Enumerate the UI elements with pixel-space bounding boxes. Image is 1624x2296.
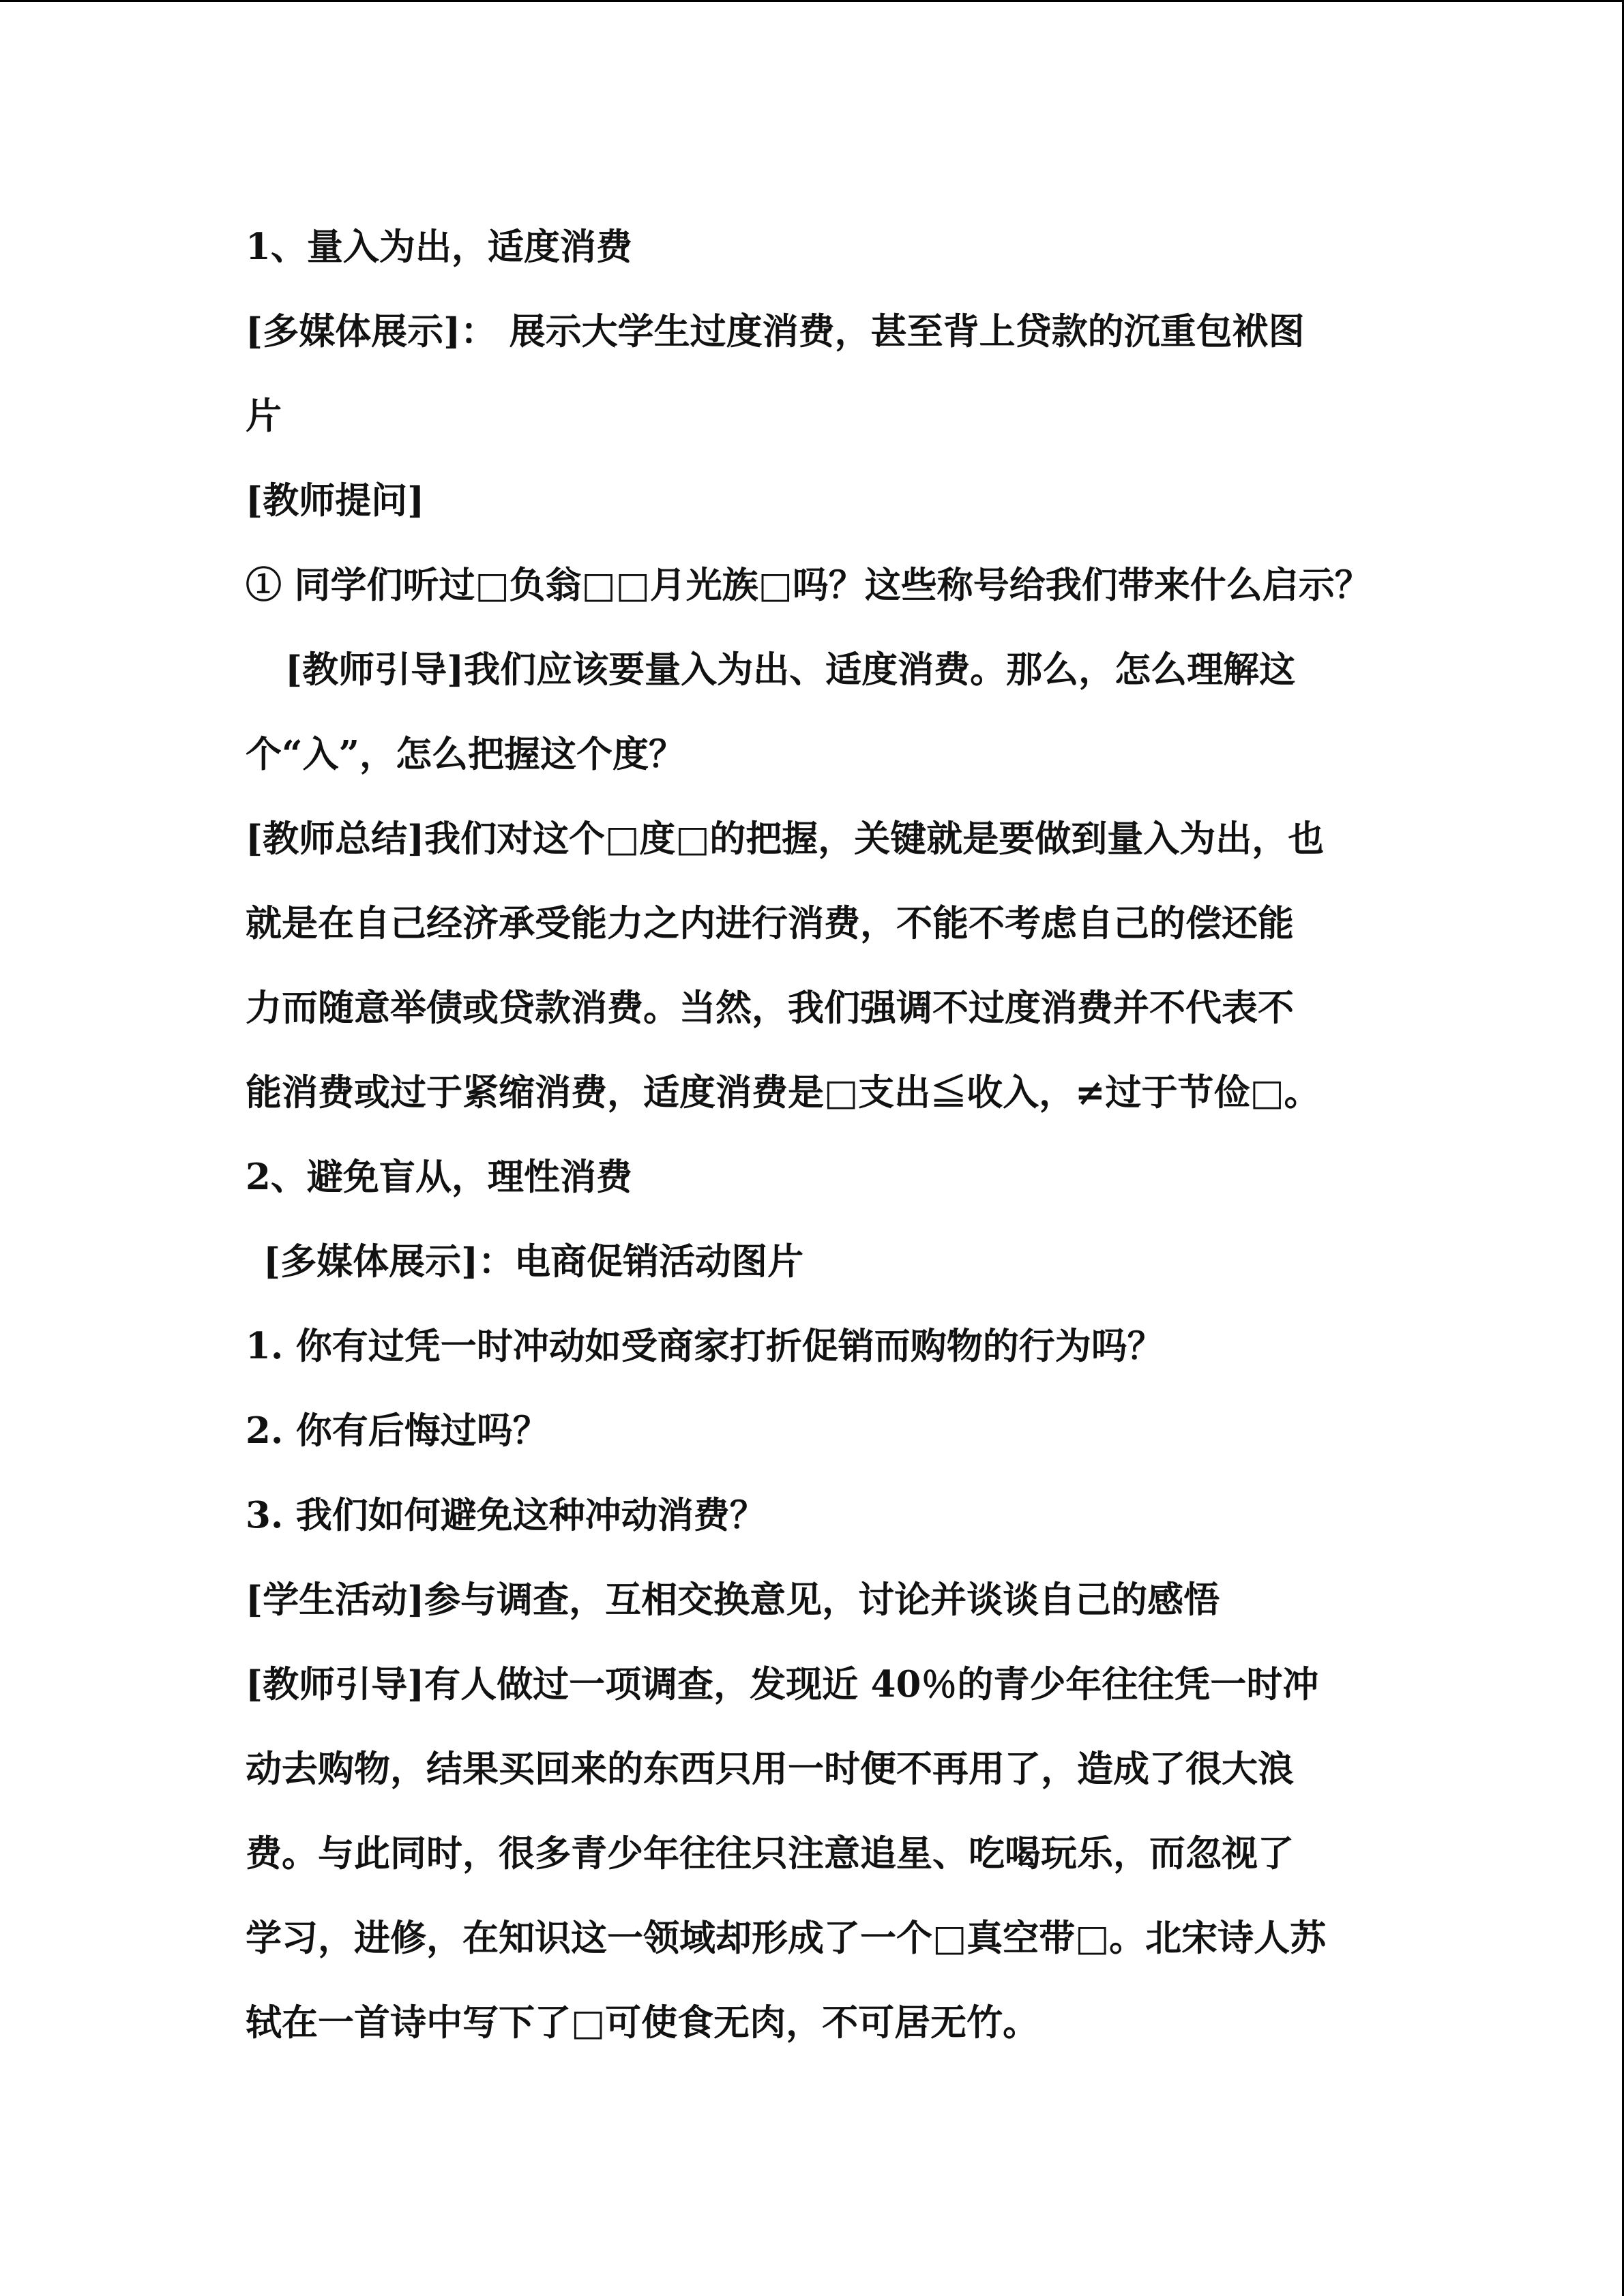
teacher-guide-1-cont: 个“入”，怎么把握这个度？: [246, 733, 685, 775]
teacher-guide-2-line-3: 费。与此同时，很多青少年往往只注意追星、吃喝玩乐，而忽视了: [246, 1832, 1294, 1875]
top-border: [0, 0, 1624, 2]
question-1: 1. 你有过凭一时冲动如受商家打折促销而购物的行为吗？: [246, 1325, 1164, 1367]
section-heading-2: 2、避免盲从，理性消费: [246, 1156, 632, 1198]
paragraph-multimedia-1: [多媒体展示]： 展示大学生过度消费，甚至背上贷款的沉重包袱图: [246, 310, 1305, 353]
teacher-guide-2-line-4: 学习，进修，在知识这一领域却形成了一个□真空带□。北宋诗人苏: [246, 1917, 1327, 1959]
teacher-summary-line-1: [教师总结]我们对这个□度□的把握，关键就是要做到量入为出，也: [246, 818, 1325, 860]
question-3: 3. 我们如何避免这种冲动消费？: [246, 1494, 766, 1536]
teacher-summary-line-2: 就是在自己经济承受能力之内进行消费，不能不考虑自己的偿还能: [246, 902, 1294, 944]
teacher-guide-1: [教师引导]我们应该要量入为出、适度消费。那么，怎么理解这: [285, 648, 1296, 691]
paragraph-multimedia-1-cont: 片: [246, 395, 282, 437]
question-2: 2. 你有后悔过吗？: [246, 1410, 549, 1452]
teacher-summary-line-4: 能消费或过于紧缩消费，适度消费是□支出≦收入，≠过于节俭□。: [246, 1071, 1320, 1114]
teacher-guide-2-line-5: 轼在一首诗中写下了□可使食无肉，不可居无竹。: [246, 2001, 1039, 2044]
question-item-1: ① 同学们听过□负翁□□月光族□吗？这些称号给我们带来什么启示？: [246, 564, 1371, 606]
paragraph-multimedia-2: [多媒体展示]：电商促销活动图片: [263, 1240, 804, 1283]
student-activity: [学生活动]参与调查，互相交换意见，讨论并谈谈自己的感悟: [246, 1579, 1220, 1621]
teacher-guide-2-line-1: [教师引导]有人做过一项调查，发现近 40％的青少年往往凭一时冲: [246, 1663, 1319, 1705]
section-heading-1: 1、量入为出，适度消费: [246, 226, 632, 268]
teacher-guide-2-line-2: 动去购物，结果买回来的东西只用一时便不再用了，造成了很大浪: [246, 1748, 1294, 1790]
document-body: [246, 205, 1371, 2065]
teacher-question-label: [教师提问]: [246, 479, 425, 522]
teacher-summary-line-3: 力而随意举债或贷款消费。当然，我们强调不过度消费并不代表不: [246, 987, 1294, 1029]
